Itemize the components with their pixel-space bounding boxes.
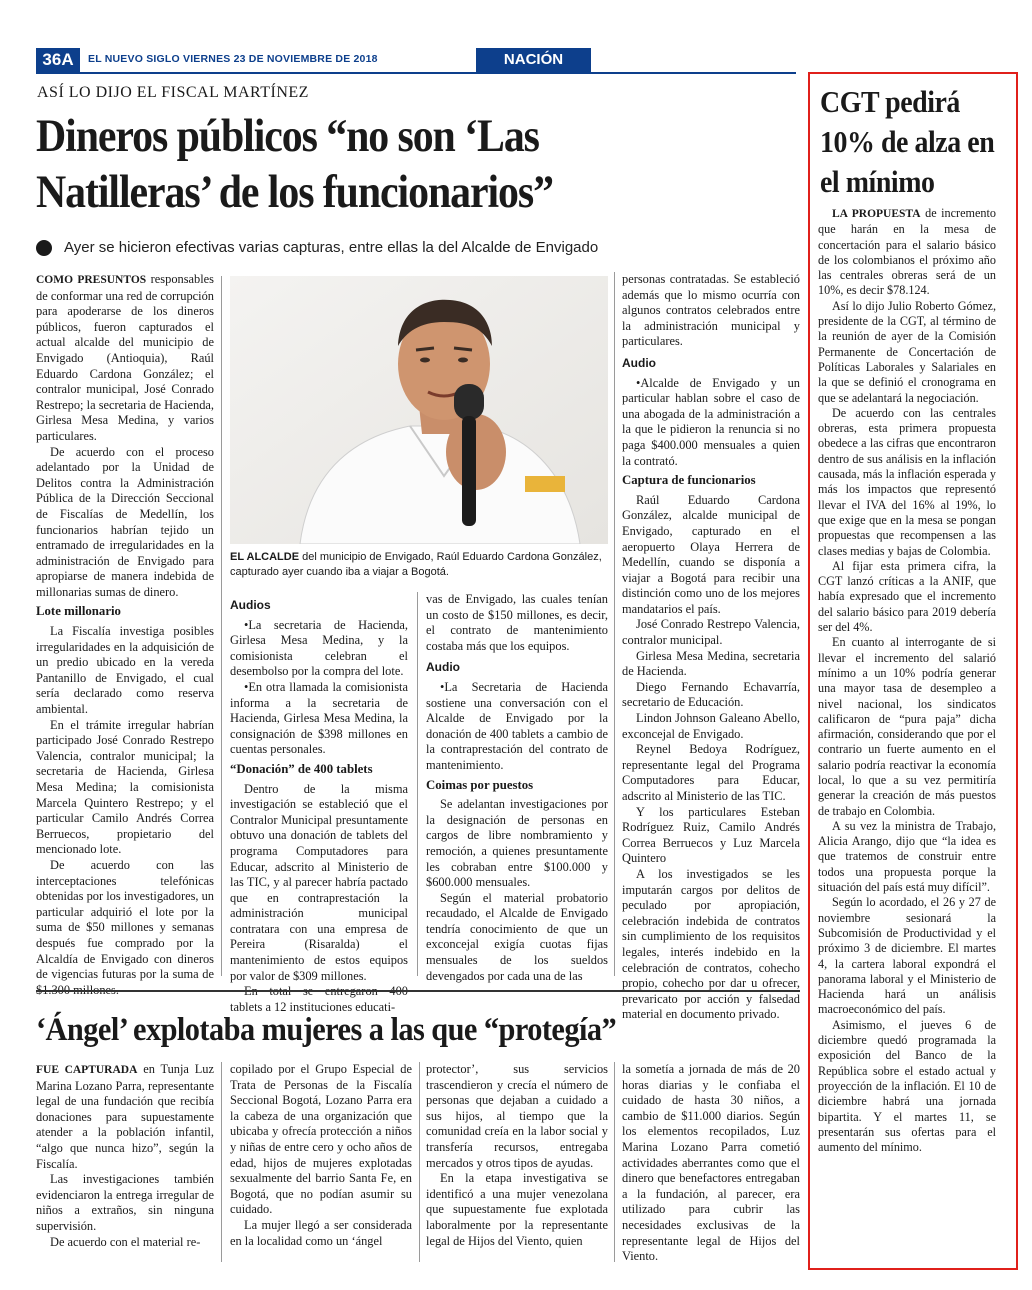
paragraph: Raúl Eduardo Cardona González, alcalde municipal de Envigado, capturado en el aeropuerto Olaya Herrera de Medellín, cuando se disponía a viajar a Bogotá para recibir una distinción como uno de los mejores mandatarios el país. [622,492,800,616]
paragraph-text: de incremento que harán en la mesa de concertación para el salario básico de los colombianos el próximo año las centrales obreras será de un 10%, es decir $78.124. [818,206,996,298]
subheading: Audio [426,660,460,675]
paragraph: Asimismo, el jueves 6 de diciembre quedó programada la exposición del Banco de la República sobre el estado actual y proyección de la inflación. El 10 de diciembre habrá una jornada bipartita. Y el martes 11, se presentarán sus ofertas para el aumento del mínimo. [818,1017,996,1155]
story-separator [36,990,800,992]
paragraph: En la etapa investigativa se identificó a una mujer venezolana que supuestamente fue explotada laboralmente por la representante legal de Hijos del Viento, quien [426,1171,608,1248]
column-divider [221,1062,222,1262]
lead-in: LA PROPUESTA [832,208,921,220]
paragraph [818,206,996,299]
paragraph: Al fijar esta primera cifra, la CGT lanzó críticas a la ANIF, que había expresado que el incremento del salario básico para 2019 debería ser del 4%. [818,558,996,635]
paragraph: Y los particulares Esteban Rodríguez Ruiz, Camilo Andrés Correa Berruecos y Luz Marcela Quintero [622,804,800,866]
column-divider [419,1062,420,1262]
paragraph: De acuerdo con el proceso adelantado por la Unidad de Delitos contra la Administración Pública de la Dirección Seccional de Fiscalías de Medellín, los funcionarios habrían tejido un entramado de irregularidades en la administración de Envigado para apropiarse de manera indebida de millonarias sumas de dinero. [36,444,214,599]
paragraph: José Conrado Restrepo Valencia, contralor municipal. [622,617,800,648]
paragraph-text: en Tunja Luz Marina Lozano Parra, representante legal de una fundación que recibía donaciones para supuestamente atender a la población infantil, “algo que nunca hizo”, según la Fiscalía. [36,1062,214,1171]
caption-lead: EL ALCALDE [230,551,300,563]
lead-in: FUE CAPTURADA [36,1064,138,1076]
paragraph: En el trámite irregular habrían participado José Conrado Restrepo Valencia, contralor municipal; la secretaria de Hacienda, Girlesa Mesa Medina; la comisionista Marcela Quintero Restrepo; y el particular Camilo Andrés Correa Berruecos, propietario del mencionado lote. [36,717,214,857]
paragraph: •La secretaria de Hacienda, Girlesa Mesa Medina, y la comisionista celebran el desembolso por la compra del lote. [230,617,408,679]
column-divider [221,276,222,976]
paragraph: En cuanto al interrogante de si llevar el incremento del salarió mínimo a un 10% podría generar una mayor tasa de desempleo a nivel nacional, los sindicatos calificaron de “pura paja” dicha afirmación, considerando que por el contrario un fuerte aumento en el salario podría reactivar la economía local, lo que a su vez permitiría generar la creación de más puestos de trabajo en Colombia. [818,635,996,818]
paragraph: •En otra llamada la comisionista informa a la secretaria de Hacienda, Girlesa Mesa Medina, la consignación de $398 millones en cuentas personales. [230,679,408,757]
story-kicker: ASÍ LO DIJO EL FISCAL MARTÍNEZ [37,84,309,101]
paragraph: A su vez la ministra de Trabajo, Alicia Arango, dijo que “la idea es que tratemos de construir entre todos una propuesta porque la situación del país está muy difícil”. [818,818,996,895]
paragraph: protector’, sus servicios trascendieron y crecía el número de personas que dejaban a cuidado a sus hijos, al tiempo que la comunidad creía en la labor social y transfería recursos, entregaba mercados y otros tipos de ayudas. [426,1062,608,1170]
paragraph: Según el material probatorio recaudado, el Alcalde de Envigado tendría conocimiento de que un exconcejal exigía cuotas fijas mensuales de los sueldos devengados por cada una de las [426,890,608,983]
paragraph: Según lo acordado, el 26 y 27 de noviembre sesionará la Subcomisión de Productividad y el próximo 3 de diciembre. El martes 4, la cartera laboral expondrá el panorama laboral y el Ministerio de Hacienda hará un análisis macroeconómico del país. [818,895,996,1017]
second-story-column-3 [426,1062,608,1249]
header-rule [36,72,796,74]
paragraph: vas de Envigado, las cuales tenían un costo de $150 millones, es decir, el contrato de mantenimiento costaba más que los equipos. [426,592,608,653]
paragraph: Las investigaciones también evidenciaron la entrega irregular de niños a extraños, sin ninguna supervisión. [36,1172,214,1233]
paragraph [36,272,214,445]
subheading: Audios [230,598,271,612]
column-divider [417,592,418,976]
paragraph: Lindon Johnson Galeano Abello, exconcejal de Envigado. [622,711,800,741]
subheading: Captura de funcionarios [622,473,756,488]
paragraph: Se adelantan investigaciones por la designación de personas en cargos de libre nombramiento y remoción, a quienes presuntamente les cobraban entre $100.000 y $600.000 mensuales. [426,797,608,890]
second-story-column-1 [36,1062,214,1250]
paragraph: personas contratadas. Se estableció además que lo mismo ocurría con algunos contratos celebrados entre la administración municipal y particulares. [622,272,800,349]
subheading: Audio [622,355,656,370]
paragraph: La mujer llegó a ser considerada en la localidad como un ‘ángel [230,1217,412,1248]
masthead-date: EL NUEVO SIGLO VIERNES 23 DE NOVIEMBRE DE 2018 [88,53,378,65]
paragraph: Dentro de la misma investigación se estableció que el Contralor Municipal presuntamente obtuvo una donación de tablets del programa Computadores para Educar, adscrito al Ministerio de las TIC, y al parecer habría pactado que en contraprestación la administración municipal contratara con una empresa de Pereira (Risaralda) el mantenimiento de estos equipos por valor de $309 millones. [230,781,408,983]
page-number: 36A [36,48,80,72]
story-column-1 [36,272,214,998]
mayor-photo [230,276,608,544]
paragraph: De acuerdo con las centrales obreras, esta primera propuesta obedece a las cifras que encontraron dentro de sus análisis en la inflación causada, más la inflación esperada y más los impactos que representó llevar el IVA del 16% al 19%, lo que exige que en la mesa se pongan propuestas que recompensen a las clases medias y bajas de Colombia. [818,405,996,558]
paragraph: •La Secretaria de Hacienda sostiene una conversación con el Alcalde de Envigado por la donación de 400 tablets a cambio de la contraprestación del contrato de mantenimiento. [426,679,608,772]
paragraph: Girlesa Mesa Medina, secretaria de Hacienda. [622,648,800,679]
second-story-column-2 [230,1062,412,1249]
paragraph: la sometía a jornada de más de 20 horas diarias y le confiaba el cuidado de hasta 30 niños, a cambio de $11.000 diarios. Según los elementos recopilados, Luz Marina Lozano Parra cometió actividades aberrantes como que el dinero que benefactores entregaban a la fundación, al parecer, era utilizado para cubrir las necesidades exclusivas de la representante legal de Hijos del Viento. [622,1062,800,1264]
lead-in: COMO PRESUNTOS [36,274,147,286]
paragraph: Reynel Bedoya Rodríguez, representante legal del Programa Computadores para Educar, adscrito al Ministerio de las TIC. [622,742,800,803]
caption-text: del municipio de Envigado, Raúl Eduardo Cardona González, capturado ayer cuando iba a viajar a Bogotá. [230,551,602,578]
column-divider [614,272,615,976]
paragraph [36,1062,214,1172]
column-divider [614,1062,615,1262]
paragraph: De acuerdo con las interceptaciones telefónicas obtenidas por los investigadores, un particular adquirió el lote por la suma de $50 millones y semanas después fue comprado por la Alcaldía de Envigado con dineros de vigencias futuras por la suma de [36,857,214,982]
story-column-3 [426,592,608,984]
sidebar-headline: CGT pedirá 10% de alza en el mínimo [820,84,995,199]
paragraph: De acuerdo con el material re- [50,1234,201,1249]
paragraph-text: responsables de conformar una red de corrupción para apoderarse de los dineros públicos, fueron capturados el actual alcalde del municipio de Envigado (Antioquia), Raúl Eduardo Cardona González; el contralor municipal, José Conrado Restrepo; la secretaria de Hacienda, Girlesa Mesa Medina, y varios particulares. [36,272,214,443]
paragraph: A los investigados se les imputarán cargos por delitos de peculado por apropiación, celebración indebida de contratos sin cumplimiento de los requisitos legales, interés indebido en la celebración de contratos, cohecho propio, cohecho por dar u ofrecer, prevaricato por acción y falsedad material en documento privado. [622,866,800,1022]
paragraph: •Alcalde de Envigado y un particular hablan sobre el caso de una abogada de la administración a la que le pidieron la renuncia si no paga $400.000 mensuales a quien la contrató. [622,375,800,468]
story-column-4 [622,272,800,1023]
paragraph: Así lo dijo Julio Roberto Gómez, presidente de la CGT, al término de la reunión de ayer de la Comisión Permanente de Concertación de Políticas Laborales y Salariales en la que se definió el cronograma en que se adelantará la negociación. [818,298,996,405]
photo-caption [230,550,608,580]
section-label: NACIÓN [476,48,591,72]
paragraph: tablets a 12 instituciones educati- [230,999,396,1014]
paragraph: Diego Fernando Echavarría, secretario de Educación. [622,679,800,710]
story-headline: Dineros públicos “no son ‘Las Natilleras’ de los funcionarios” [36,110,553,218]
second-story-column-4 [622,1062,800,1265]
subheading: Coimas por puestos [426,777,534,792]
subheading: Lote millonario [36,604,121,619]
mayor-photo-illustration [230,276,608,544]
story-subhead: Ayer se hicieron efectivas varias capturas, entre ellas la del Alcalde de Envigado [64,239,599,256]
sidebar-column [818,206,996,1155]
page-header [36,48,796,72]
paragraph: copilado por el Grupo Especial de Trata de Personas de la Fiscalía Seccional Bogotá, Lozano Parra era la cabeza de una organización que ubicaba y ofrecía protección a niños y niñas de entre cero y ocho años de edad, hijos de mujeres explotadas sexualmente del barrio Santa Fe, en Bogotá, que no podían asumir su cuidado. [230,1062,412,1217]
second-story-headline: ‘Ángel’ explotaba mujeres a las que “protegía” [36,1012,617,1048]
bullet-icon [36,240,52,256]
subheading: “Donación” de 400 tablets [230,761,373,776]
story-column-2 [230,592,408,1015]
paragraph: La Fiscalía investiga posibles irregularidades en la adquisición de un predio ubicado en la vereda Pantanillo de Envigado, el cual sería declarado como reserva ambiental. [36,624,214,717]
